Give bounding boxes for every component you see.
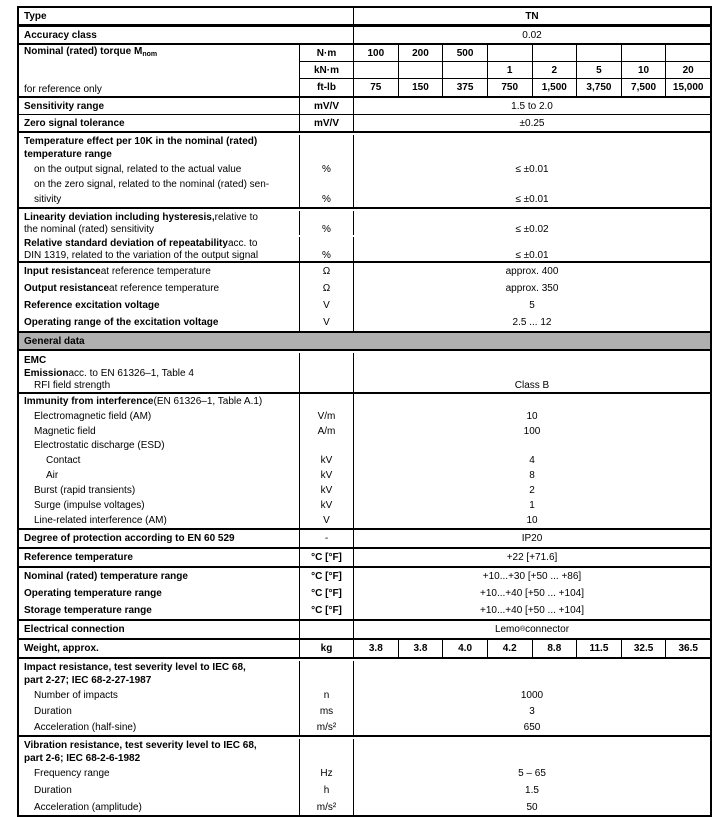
esd-label: Electrostatic discharge (ESD) — [19, 438, 300, 453]
storage-temp-range-unit: °C [°F] — [300, 602, 354, 619]
esd-air-label: Air — [19, 468, 300, 482]
row-operating-excitation-range — [19, 314, 710, 331]
impact-acceleration-unit: m/s² — [300, 719, 354, 735]
nominal-temp-range-unit: °C [°F] — [300, 568, 354, 585]
emission-label-rest: acc. to EN 61326–1, Table 4 — [68, 367, 194, 379]
torque-ftlb-c7: 15,000 — [665, 79, 710, 96]
weight-label: Weight, approx. — [24, 643, 99, 654]
unit-nm: N·m — [300, 45, 354, 61]
input-resistance-unit: Ω — [300, 263, 354, 280]
weight-unit: kg — [300, 640, 354, 657]
burst-label: Burst (rapid transients) — [19, 482, 300, 498]
weight-c5: 11.5 — [576, 640, 621, 657]
temp-effect-zero-unit: % — [300, 191, 354, 207]
row-impact-acceleration — [19, 719, 710, 735]
reference-excitation-value: 5 — [529, 300, 535, 311]
line-interference-value: 10 — [526, 515, 538, 526]
torque-knm-c3: 1 — [487, 62, 532, 78]
row-vibration-duration — [19, 782, 710, 799]
type-value: TN — [525, 10, 539, 22]
input-resistance-label-rest: at reference temperature — [100, 266, 211, 277]
torque-knm-c7: 20 — [665, 62, 710, 78]
surge-value: 1 — [529, 500, 535, 511]
operating-temp-range-label: Operating temperature range — [24, 588, 162, 599]
temp-effect-zero-label-line1: on the zero signal, related to the nominal (rated) sen- — [19, 178, 300, 191]
linearity-label-bold: Linearity deviation including hysteresis, — [24, 211, 215, 223]
sensitivity-value: 1.5 to 2.0 — [511, 100, 553, 112]
weight-c1: 3.8 — [398, 640, 443, 657]
torque-nm-c3 — [487, 45, 532, 61]
vibration-duration-value: 1.5 — [525, 785, 539, 796]
section-header-general-data: General data — [19, 333, 710, 351]
row-frequency-range — [19, 765, 710, 782]
operating-excitation-label: Operating range of the excitation voltage — [24, 317, 219, 328]
vibration-header-line1: Vibration resistance, test severity level to IEC 68, — [24, 740, 257, 751]
row-burst — [19, 482, 710, 498]
esd-air-unit: kV — [300, 468, 354, 482]
zero-signal-label: Zero signal tolerance — [24, 117, 125, 129]
torque-ftlb-c4: 1,500 — [532, 79, 577, 96]
registered-trademark-symbol: ® — [519, 626, 526, 633]
block-immunity — [19, 394, 710, 530]
vibration-acceleration-value: 50 — [526, 801, 538, 813]
row-temp-effect-zero-signal — [19, 191, 710, 207]
row-temp-effect-output-signal — [19, 161, 710, 178]
row-surge — [19, 498, 710, 513]
repeatability-label-bold: Relative standard deviation of repeatability — [24, 237, 228, 249]
reference-excitation-label: Reference excitation voltage — [24, 300, 160, 311]
line-interference-unit: V — [300, 513, 354, 528]
torque-row-nm — [300, 45, 710, 61]
weight-c0: 3.8 — [368, 643, 383, 654]
accuracy-label: Accuracy class — [19, 27, 354, 43]
line-interference-label: Line-related interference (AM) — [19, 513, 300, 528]
torque-knm-c5: 5 — [576, 62, 621, 78]
row-weight — [19, 640, 710, 659]
vibration-duration-label: Duration — [19, 782, 300, 799]
row-esd-air — [19, 468, 710, 482]
zero-signal-value: ±0.25 — [519, 117, 545, 129]
row-reference-excitation-voltage — [19, 297, 710, 314]
block-linearity-repeatability — [19, 209, 710, 263]
row-degree-of-protection — [19, 530, 710, 549]
row-electromagnetic-field — [19, 409, 710, 424]
row-storage-temperature-range — [19, 602, 710, 619]
row-esd — [19, 438, 710, 453]
reference-temperature-value: +22 [+71.6] — [506, 552, 558, 563]
row-line-related-interference — [19, 513, 710, 528]
weight-c6: 32.5 — [621, 640, 666, 657]
emission-label-bold: Emission — [24, 367, 69, 379]
output-resistance-label-bold: Output resistance — [24, 283, 110, 294]
impact-header-line2: part 2-27; IEC 68-2-27-1987 — [24, 675, 152, 686]
temp-effect-zero-label-line2: sitivity — [19, 191, 300, 207]
repeatability-label-line2: DIN 1319, related to the variation of the output signal — [19, 249, 300, 261]
degree-value: IP20 — [521, 533, 543, 544]
sensitivity-unit: mV/V — [300, 98, 354, 114]
impact-duration-value: 3 — [529, 705, 535, 717]
frequency-range-unit: Hz — [300, 765, 354, 782]
repeatability-label-rest: acc. to — [227, 237, 258, 249]
operating-temp-range-unit: °C [°F] — [300, 585, 354, 602]
block-nominal-torque — [19, 45, 710, 98]
torque-nm-c2: 500 — [442, 45, 487, 61]
torque-knm-c1 — [398, 62, 443, 78]
magnetic-field-label: Magnetic field — [19, 424, 300, 438]
esd-contact-value: 4 — [529, 455, 535, 466]
weight-c7: 36.5 — [665, 640, 710, 657]
nominal-torque-title: Nominal (rated) torque M — [24, 46, 143, 57]
row-sensitivity-range — [19, 98, 710, 115]
burst-unit: kV — [300, 482, 354, 498]
zero-signal-unit: mV/V — [300, 115, 354, 131]
torque-ftlb-c3: 750 — [487, 79, 532, 96]
electromagnetic-field-unit: V/m — [300, 409, 354, 424]
linearity-unit: % — [300, 223, 354, 235]
nominal-torque-label — [19, 45, 300, 96]
row-operating-temperature-range — [19, 585, 710, 602]
nominal-temp-range-value: +10...+30 [+50 ... +86] — [482, 571, 582, 582]
torque-nm-c4 — [532, 45, 577, 61]
storage-temp-range-value: +10...+40 [+50 ... +104] — [480, 605, 584, 616]
immunity-header-bold: Immunity from interference — [24, 396, 154, 407]
linearity-label-line2: the nominal (rated) sensitivity — [19, 223, 300, 235]
degree-label: Degree of protection according to EN 60 529 — [24, 533, 235, 544]
weight-c3: 4.2 — [487, 640, 532, 657]
row-vibration-acceleration — [19, 799, 710, 815]
torque-knm-c6: 10 — [621, 62, 666, 78]
rfi-value: Class B — [514, 380, 550, 391]
frequency-range-label: Frequency range — [19, 765, 300, 782]
impact-acceleration-value: 650 — [523, 721, 541, 733]
row-number-of-impacts — [19, 687, 710, 703]
torque-nm-c5 — [576, 45, 621, 61]
degree-unit: - — [300, 530, 354, 547]
row-reference-temperature — [19, 549, 710, 568]
linearity-value: ≤ ±0.02 — [515, 223, 549, 235]
torque-nm-c6 — [621, 45, 666, 61]
electromagnetic-field-value: 10 — [526, 411, 538, 422]
temp-effect-header-line2: temperature range — [24, 149, 112, 160]
electrical-connection-label: Electrical connection — [24, 624, 125, 635]
esd-contact-unit: kV — [300, 453, 354, 468]
magnetic-field-value: 100 — [523, 425, 541, 437]
temp-effect-output-unit: % — [300, 161, 354, 178]
block-temperature-effect — [19, 133, 710, 209]
linearity-label-rest: relative to — [214, 211, 258, 223]
torque-knm-c0 — [354, 62, 398, 78]
unit-knm: kN·m — [300, 62, 354, 78]
impact-duration-label: Duration — [19, 703, 300, 719]
row-nominal-temperature-range — [19, 568, 710, 585]
electromagnetic-field-label: Electromagnetic field (AM) — [19, 409, 300, 424]
torque-nm-c0: 100 — [367, 47, 385, 59]
repeatability-unit: % — [300, 249, 354, 261]
row-output-resistance — [19, 280, 710, 297]
torque-ftlb-c2: 375 — [442, 79, 487, 96]
impact-duration-unit: ms — [300, 703, 354, 719]
for-reference-only-label: for reference only — [24, 84, 102, 95]
nominal-torque-subscript: nom — [142, 51, 158, 58]
block-resistance-excitation — [19, 263, 710, 333]
torque-knm-c2 — [442, 62, 487, 78]
temp-effect-output-label: on the output signal, related to the actual value — [19, 161, 300, 178]
output-resistance-label-rest: at reference temperature — [109, 283, 220, 294]
operating-temp-range-value: +10...+40 [+50 ... +104] — [480, 588, 584, 599]
torque-row-ftlb — [300, 78, 710, 96]
input-resistance-value: approx. 400 — [505, 266, 559, 277]
output-resistance-unit: Ω — [300, 280, 354, 297]
row-type — [19, 8, 710, 27]
weight-c4: 8.8 — [532, 640, 577, 657]
number-of-impacts-unit: n — [300, 687, 354, 703]
magnetic-field-unit: A/m — [300, 424, 354, 438]
torque-ftlb-c5: 3,750 — [576, 79, 621, 96]
repeatability-value: ≤ ±0.01 — [515, 249, 549, 261]
nominal-temp-range-label: Nominal (rated) temperature range — [24, 571, 188, 582]
unit-ftlb: ft-lb — [300, 79, 354, 96]
emc-title: EMC — [24, 354, 47, 366]
temp-effect-output-value: ≤ ±0.01 — [515, 164, 549, 175]
block-vibration-resistance — [19, 737, 710, 815]
frequency-range-value: 5 – 65 — [518, 768, 546, 779]
row-impact-duration — [19, 703, 710, 719]
torque-ftlb-c1: 150 — [398, 79, 443, 96]
reference-temperature-unit: °C [°F] — [300, 549, 354, 566]
rfi-label: RFI field strength — [19, 379, 300, 392]
torque-ftlb-c0: 75 — [370, 82, 382, 93]
electrical-connection-value: Lemo ® connector — [494, 624, 570, 635]
torque-knm-c4: 2 — [532, 62, 577, 78]
operating-excitation-value: 2.5 ... 12 — [512, 317, 552, 328]
sensitivity-label: Sensitivity range — [24, 100, 105, 112]
operating-excitation-unit: V — [300, 314, 354, 331]
impact-header-line1: Impact resistance, test severity level to IEC 68, — [24, 662, 246, 673]
row-rfi-field-strength — [19, 379, 710, 392]
block-temperature-ranges — [19, 568, 710, 621]
block-emc — [19, 351, 710, 394]
vibration-acceleration-unit: m/s² — [300, 799, 354, 815]
weight-c2: 4.0 — [442, 640, 487, 657]
output-resistance-value: approx. 350 — [505, 283, 559, 294]
row-magnetic-field — [19, 424, 710, 438]
torque-row-knm — [300, 61, 710, 78]
row-accuracy-class — [19, 27, 710, 45]
storage-temp-range-label: Storage temperature range — [24, 605, 152, 616]
spec-table — [17, 6, 712, 817]
temp-effect-header-line1: Temperature effect per 10K in the nominal (rated) — [24, 136, 258, 147]
number-of-impacts-value: 1000 — [520, 689, 544, 701]
temp-effect-zero-value: ≤ ±0.01 — [515, 193, 549, 205]
vibration-duration-unit: h — [300, 782, 354, 799]
reference-excitation-unit: V — [300, 297, 354, 314]
vibration-acceleration-label: Acceleration (amplitude) — [19, 799, 300, 815]
row-electrical-connection — [19, 621, 710, 640]
row-input-resistance — [19, 263, 710, 280]
row-linearity-value — [19, 223, 710, 235]
torque-ftlb-c6: 7,500 — [621, 79, 666, 96]
reference-temperature-label: Reference temperature — [24, 552, 133, 563]
esd-contact-label: Contact — [19, 453, 300, 468]
surge-unit: kV — [300, 498, 354, 513]
burst-value: 2 — [529, 484, 535, 496]
row-esd-contact — [19, 453, 710, 468]
accuracy-value: 0.02 — [522, 29, 542, 41]
row-repeatability-value — [19, 249, 710, 261]
impact-acceleration-label: Acceleration (half-sine) — [19, 719, 300, 735]
torque-nm-c1: 200 — [398, 45, 443, 61]
vibration-header-line2: part 2-6; IEC 68-2-6-1982 — [24, 753, 141, 764]
row-zero-signal-tolerance — [19, 115, 710, 133]
block-impact-resistance — [19, 659, 710, 737]
input-resistance-label-bold: Input resistance — [24, 266, 101, 277]
immunity-header-rest: (EN 61326–1, Table A.1) — [153, 396, 263, 407]
type-label: Type — [19, 8, 354, 24]
surge-label: Surge (impulse voltages) — [19, 498, 300, 513]
esd-air-value: 8 — [529, 469, 535, 481]
torque-nm-c7 — [665, 45, 710, 61]
number-of-impacts-label: Number of impacts — [19, 687, 300, 703]
